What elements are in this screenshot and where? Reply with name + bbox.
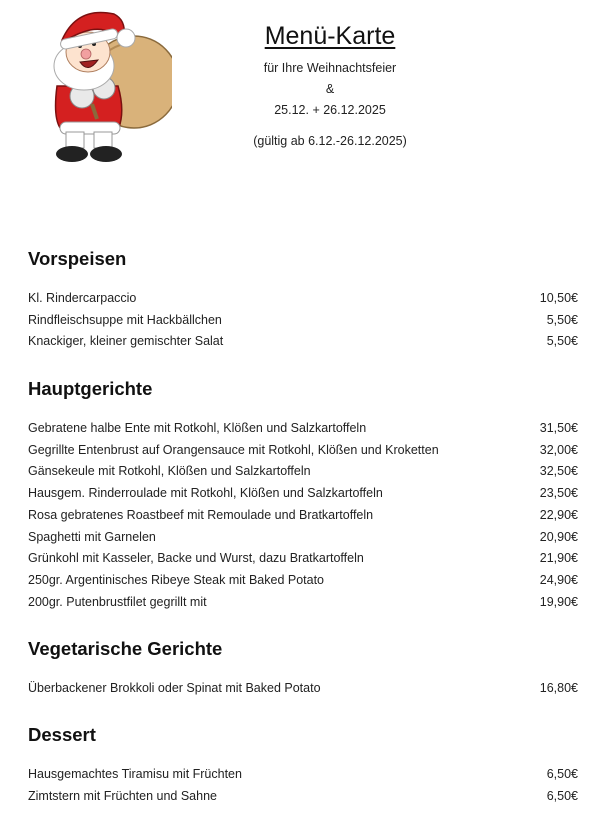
list-item: [28, 418, 578, 440]
item-list: [28, 678, 578, 700]
item-name: 200gr. Putenbrustfilet gegrillt mit: [28, 594, 207, 609]
item-price: 21,90€: [539, 551, 578, 566]
santa-claus-icon: [22, 4, 172, 164]
list-item: [28, 483, 578, 505]
item-price: 24,90€: [539, 572, 578, 587]
item-price: 10,50€: [539, 291, 578, 305]
item-name: Zimtstern mit Früchten und Sahne: [28, 788, 217, 803]
ampersand: &: [325, 82, 335, 96]
subtitle: für Ihre Weihnachtsfeier: [263, 61, 397, 75]
section-title: Hauptgerichte: [28, 378, 153, 399]
item-price: 31,50€: [539, 421, 578, 435]
page-title: Menü-Karte: [264, 22, 396, 50]
item-name: Rosa gebratenes Roastbeef mit Remoulade und Bratkartoffeln: [28, 507, 374, 522]
item-price: 22,90€: [539, 507, 578, 522]
item-price: 5,50€: [546, 334, 578, 349]
list-item: [28, 678, 578, 700]
item-price: 16,80€: [539, 681, 578, 695]
item-price: 6,50€: [546, 767, 578, 781]
section-hauptgerichte: [28, 377, 578, 613]
list-item: [28, 548, 578, 570]
item-price: 5,50€: [546, 312, 578, 327]
list-item: [28, 440, 578, 462]
list-item: [28, 592, 578, 614]
section-dessert: [28, 723, 578, 807]
item-name: Kl. Rindercarpaccio: [28, 291, 137, 305]
validity-note: (gültig ab 6.12.-26.12.2025): [253, 134, 407, 148]
item-price: 20,90€: [539, 529, 578, 544]
section-title: Dessert: [28, 724, 96, 745]
list-item: [28, 331, 578, 353]
item-list: [28, 288, 578, 353]
item-name: 250gr. Argentinisches Ribeye Steak mit Baked Potato: [28, 572, 325, 587]
item-name: Knackiger, kleiner gemischter Salat: [28, 334, 224, 349]
section-title: Vorspeisen: [28, 248, 127, 269]
item-name: Hausgemachtes Tiramisu mit Früchten: [28, 767, 242, 781]
list-item: [28, 288, 578, 310]
item-name: Hausgem. Rinderroulade mit Rotkohl, Klößen und Salzkartoffeln: [28, 486, 383, 501]
item-list: [28, 764, 578, 807]
item-price: 32,00€: [539, 442, 578, 457]
list-item: [28, 570, 578, 592]
item-name: Überbackener Brokkoli oder Spinat mit Baked Potato: [28, 681, 321, 695]
section-title: Vegetarische Gerichte: [28, 638, 223, 659]
item-name: Rindfleischsuppe mit Hackbällchen: [28, 312, 222, 327]
item-name: Grünkohl mit Kasseler, Backe und Wurst, dazu Bratkartoffeln: [28, 551, 364, 566]
item-name: Gebratene halbe Ente mit Rotkohl, Klößen und Salzkartoffeln: [28, 421, 367, 435]
item-list: [28, 418, 578, 613]
item-name: Gegrillte Entenbrust auf Orangensauce mit Rotkohl, Klößen und Kroketten: [28, 442, 439, 457]
list-item: [28, 764, 578, 786]
list-item: [28, 505, 578, 527]
item-name: Spaghetti mit Garnelen: [28, 529, 156, 544]
item-price: 23,50€: [539, 486, 578, 501]
list-item: [28, 527, 578, 549]
list-item: [28, 461, 578, 483]
menu-header: [200, 20, 460, 152]
item-name: Gänsekeule mit Rotkohl, Klößen und Salzkartoffeln: [28, 464, 311, 479]
item-price: 32,50€: [539, 464, 578, 479]
list-item: [28, 310, 578, 332]
item-price: 19,90€: [539, 594, 578, 609]
item-price: 6,50€: [546, 788, 578, 803]
section-vegetarische-gerichte: [28, 637, 578, 700]
section-vorspeisen: [28, 247, 578, 353]
list-item: [28, 786, 578, 808]
event-dates: 25.12. + 26.12.2025: [274, 103, 386, 117]
